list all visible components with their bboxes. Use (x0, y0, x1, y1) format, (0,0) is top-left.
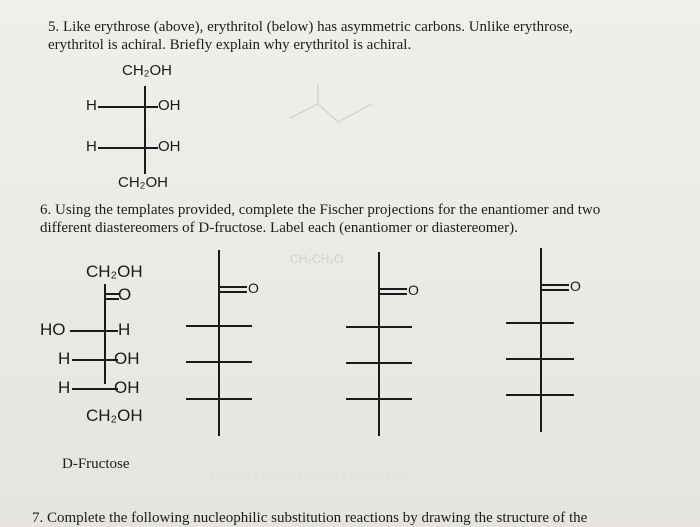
template-3-row-1 (506, 322, 574, 324)
template-3-carbonyl-bond-2 (541, 289, 569, 291)
template-3-carbonyl-oxygen: O (570, 278, 581, 294)
template-1-row-3 (186, 398, 252, 400)
question-5-line-1: 5. Like erythrose (above), erythritol (below) has asymmetric carbons. Unlike erythrose, (48, 19, 573, 35)
erythritol-c3-bond (98, 147, 158, 149)
template-1-carbonyl-oxygen: O (248, 280, 259, 296)
erythritol-c2-left: H (86, 97, 97, 114)
template-1-row-2 (186, 361, 252, 363)
fructose-c4-bond (72, 359, 118, 361)
erythritol-bottom-group: CH₂OH (118, 174, 168, 191)
template-3-row-3 (506, 394, 574, 396)
template-2-carbonyl-bond-1 (379, 288, 407, 290)
question-6-line-1: 6. Using the templates provided, complete the Fischer projections for the enantiomer and two (40, 202, 601, 218)
question-6-line-2: different diastereomers of D-fructose. Label each (enantiomer or diastereomer). (40, 220, 518, 236)
template-1-carbonyl-bond-2 (219, 291, 247, 293)
fructose-caption: D-Fructose (62, 456, 130, 472)
template-2-row-1 (346, 326, 412, 328)
template-1-carbonyl-bond-1 (219, 286, 247, 288)
fructose-c3-left: HO (40, 320, 66, 339)
template-2-carbonyl-bond-2 (379, 293, 407, 295)
bleed-through-mark-2: · · · · · · · · · · · · · · · · · · · · · · · · · · · (210, 470, 405, 484)
erythritol-c2-right: OH (158, 97, 181, 114)
fructose-c4-left: H (58, 349, 71, 368)
erythritol-backbone (144, 86, 146, 174)
erythritol-c2-bond (98, 106, 158, 108)
question-7-line-1: 7. Complete the following nucleophilic substitution reactions by drawing the structure of the (32, 510, 588, 526)
fructose-c3-bond (70, 330, 118, 332)
fructose-bottom-group: CH₂OH (86, 406, 143, 425)
template-3-row-2 (506, 358, 574, 360)
template-3-backbone (540, 248, 542, 432)
question-5-line-2: erythritol is achiral. Briefly explain why erythritol is achiral. (48, 37, 412, 53)
bleed-through-sketch (280, 78, 390, 138)
fructose-carbonyl-bond-1 (105, 293, 119, 295)
fructose-c5-bond (72, 388, 118, 390)
template-3-carbonyl-bond-1 (541, 284, 569, 286)
fructose-carbonyl-oxygen: O (118, 285, 132, 304)
fructose-c5-right: OH (114, 378, 140, 397)
fructose-carbonyl-bond-2 (105, 298, 119, 300)
template-2-carbonyl-oxygen: O (408, 282, 419, 298)
template-1-backbone (218, 250, 220, 436)
fructose-c5-left: H (58, 378, 71, 397)
fructose-top-group: CH₂OH (86, 262, 143, 281)
fructose-c3-right: H (118, 320, 131, 339)
erythritol-c3-left: H (86, 138, 97, 155)
template-1-row-1 (186, 325, 252, 327)
erythritol-c3-right: OH (158, 138, 181, 155)
erythritol-top-group: CH₂OH (122, 62, 172, 79)
fructose-c4-right: OH (114, 349, 140, 368)
template-2-backbone (378, 252, 380, 436)
template-2-row-2 (346, 362, 412, 364)
template-2-row-3 (346, 398, 412, 400)
bleed-through-mark-1: CH₂CH₂O (290, 252, 344, 266)
